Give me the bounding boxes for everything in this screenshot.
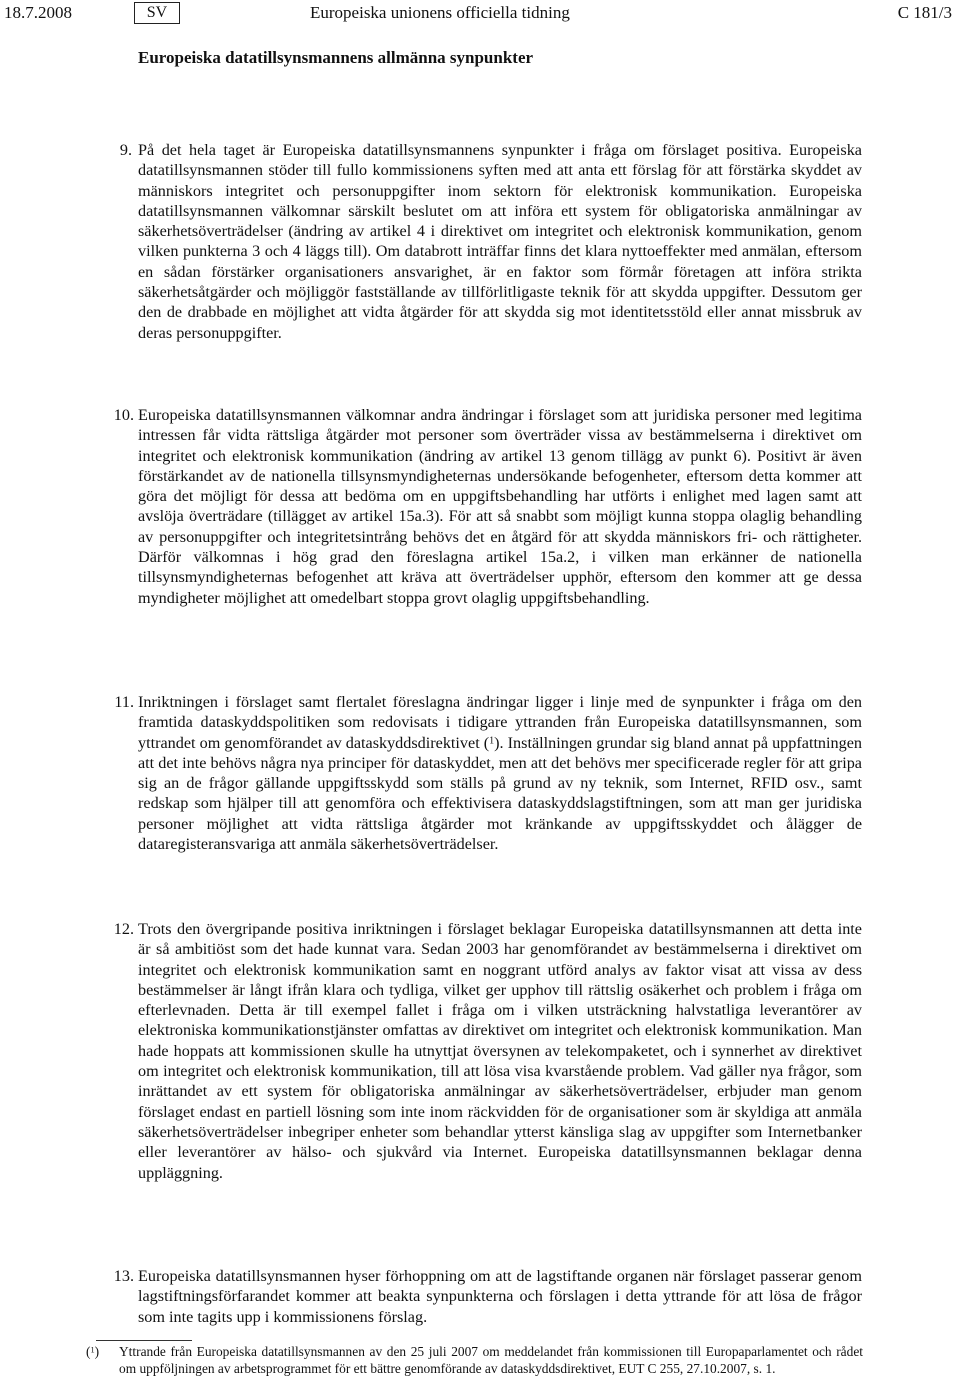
paragraph-13 — [113, 1266, 862, 1327]
paragraph-number: 12. — [113, 920, 134, 938]
footnote-mark: ($^1$) — [86, 1344, 100, 1359]
paragraph-11 — [114, 692, 862, 854]
paragraph-text: Europeiska datatillsynsmannen hyser förhoppning om att de lagstiftande organen när förslaget passerar genom lagstiftningsförfarandet kommer att beakta synpunkterna och förslagen i detta yttrande för att lösa de frågor som inte tagits upp i kommissionens förslag. — [138, 1267, 862, 1326]
footnote-text: Yttrande från Europeiska datatillsynsmannen av den 25 juli 2007 om meddelandet från kommissionen till Europaparlamentet och rådet om uppföljningen av arbetsprogrammet för ett bättre genomförande av dataskyddsdirektivet, EUT C 255, 27.10.2007, s. 1. — [119, 1344, 863, 1376]
language-code: SV — [134, 2, 180, 24]
footnote-divider — [96, 1340, 192, 1341]
paragraph-text: Trots den övergripande positiva inriktningen i förslaget beklagar Europeiska datatillsynsmannen att detta inte är så ambitiöst som det hade kunnat vara. Sedan 2003 har genomförandet av bestämmelserna i direktivet om integritet och elektronisk kommunikation samt en noggrant utförd analys av faktor visat att vissa av dess bestämmelser är långt ifrån klara och tydliga, vilket ger upphov till rättslig osäkerhet och problem i fråga om efterlevnaden. Detta är till exempel fallet i fråga om i vilken utsträckning halvstatliga leverantörer av elektroniska kommunikationstjänster omfattas av direktivet om integritet och elektronisk kommunikation. Man hade hoppats att kommissionen skulle ha utnyttjat översynen av telekompaketet, och i synnerhet av direktivet om integritet och elektronisk kommunikation, till att lösa visa kvarstående problem. Vad gäller nya frågor, som inrättandet av ett system för obligatoriska anmälningar av säkerhetsöverträdelser, erbjuder man genom förslaget endast en partiell lösning som inte inom räckvidden för de organisationer som är skyldiga att anmäla säkerhetsöverträdelser inbegriper enheter som behandlar ytterst känsliga slag av uppgifter som Internetbanker eller leverantörer av hälso- och sjukvård via Internet. Europeiska datatillsynsmannen beklagar denna uppläggning. — [138, 920, 862, 1182]
page-header — [0, 0, 960, 26]
paragraph-number: 11. — [114, 693, 134, 711]
publication-date: 18.7.2008 — [4, 3, 72, 22]
paragraph-number: 9. — [119, 141, 132, 159]
journal-title: Europeiska unionens officiella tidning — [310, 3, 570, 22]
paragraph-text-part-1: Inriktningen i förslaget samt flertalet föreslagna ändringar ligger i linje med de synpunkter i fråga om den framtida dataskyddspolitiken som redovisats i tidigare yttranden från Europeiska datatillsynsmannen, som yttrandet om genomförandet av dataskyddsdirektivet ( — [138, 693, 862, 752]
paragraph-text: Europeiska datatillsynsmannen välkomnar andra ändringar i förslaget som att juridiska personer med legitima intressen får vidta rättsliga åtgärder mot personer som överträder vissa av bestämmelserna i direktivet om integritet och elektronisk kommunikation (ändring av artikel 13 genom tillägg av punkt 6). Positivt är även förstärkandet av de nationella tillsynsmyndigheternas undersökande befogenheter, eftersom detta kommer att göra det möjligt för dessa att bedöma om en uppgiftsbehandling har utförts i enlighet med lagen samt att avslöja överträdare (tillägget av artikel 15a.3). För att så snabbt som möjligt kunna stoppa olaglig behandling av personuppgifter och integritetsintrång behövs det en åtgärd för att skydda människors fri- och rättigheter. Därför välkomnas i hög grad den föreslagna artikel 15a.2, i vilken man erkänner de nationella tillsynsmyndigheternas befogenhet att kräva att överträdelser upphör, eftersom den kommer att ge dessa myndigheter möjlighet att omedelbart stoppa grovt olaglig uppgiftsbehandling. — [138, 406, 862, 607]
section-title: Europeiska datatillsynsmannens allmänna synpunkter — [138, 48, 534, 67]
paragraph-12 — [113, 919, 862, 1183]
paragraph-9 — [119, 140, 862, 343]
page-reference: C 181/3 — [897, 3, 952, 22]
footnote — [86, 1344, 863, 1377]
paragraph-text-part-2: ). Inställningen grundar sig bland annat på uppfattningen att det inte behövs några nya principer för dataskyddet, men att det behövs mer specificerade regler för att gripa sig an de frågor gällande uppgiftsskydd som ställs på grund av ny teknik, som Internet, RFID osv., samt redskap som hjälper till att genomföra och effektivisera dataskyddslagstiftningen, som att man ger juridiska personer möjlighet att vidta rättsliga åtgärder mot kränkande av uppgiftsskyddet och ålägger de dataregisteransvariga att anmäla säkerhetsöverträdelser. — [138, 733, 862, 854]
paragraph-number: 13. — [113, 1267, 134, 1285]
paragraph-text: På det hela taget är Europeiska datatillsynsmannens synpunkter i fråga om förslaget positiva. Europeiska datatillsynsmannen stöder till fullo kommissionens syften med att anta ett förslag för att förstärka skyddet av människors integritet och personuppgifter inom sektorn för elektronisk kommunikation. Europeiska datatillsynsmannen välkomnar särskilt beslutet om att införa ett system för obligatoriska anmälningar av säkerhetsöverträdelser (ändring av artikel 4 i direktivet om integritet och elektronisk kommunikation, genom vilken punkterna 3 och 4 läggs till). Om databrott inträffar finns det klara nyttoeffekter med anmälan, eftersom en sådan förstärker organisationers ansvarighet, är en faktor som förmår företagen att införa strikta säkerhetsåtgärder och möjliggör fastställande av tillförlitligaste teknik för att skydda uppgifter. Dessutom ger den de drabbade en möjlighet att vidta åtgärder för att skydda sig mot identitetsstöld eller annat missbruk av deras personuppgifter. — [138, 141, 862, 342]
footnote-reference[interactable]: 1 — [489, 735, 495, 747]
paragraph-number: 10. — [113, 406, 134, 424]
paragraph-10 — [113, 405, 862, 608]
